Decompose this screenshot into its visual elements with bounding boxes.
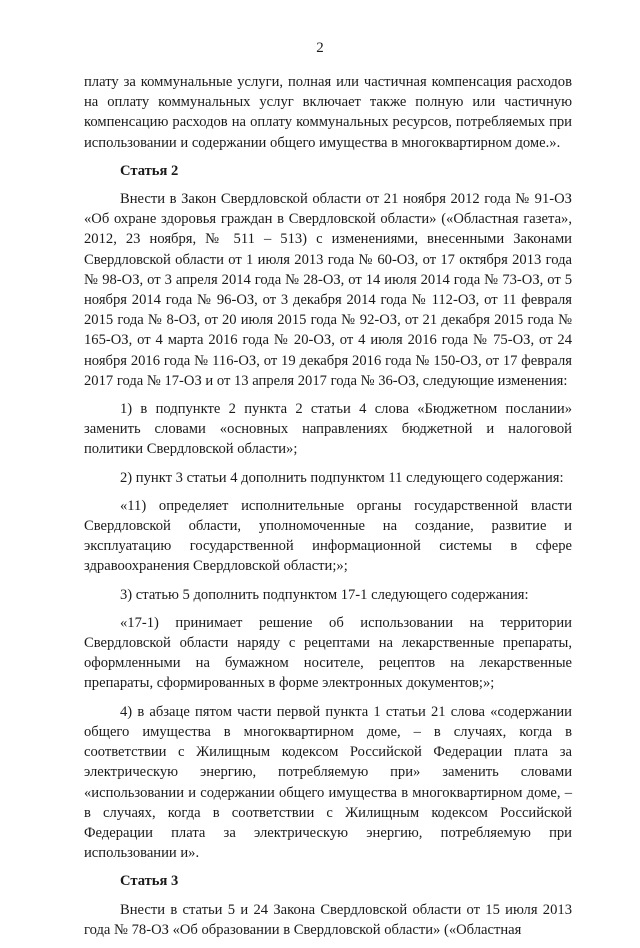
article-2-heading: Статья 2 (120, 162, 179, 179)
article-2-item-2-quote: «11) определяет исполнительные органы государственной власти Свердловской области, уполномоченные на создание, развитие и эксплуатацию государственной информационной системы в сфере здравоохранения Свердловской области;»; (84, 497, 572, 575)
article-2-item-4: 4) в абзаце пятом части первой пункта 1 статьи 21 слова «содержании общего имущества в многоквартирном доме, – в случаях, когда в соответствии с Жилищным кодексом Российской Федерации плата за электрическую энергию, потребляемую при» заменить словами «использовании и содержании общего имущества в многоквартирном доме, – в случаях, когда в соответствии с Жилищным кодексом Российской Федерации плата за электрическую энергию, потребляемую при использовании и». (84, 703, 572, 862)
article-2-item-1: 1) в подпункте 2 пункта 2 статьи 4 слова «Бюджетном послании» заменить словами «основных направлениях бюджетной и налоговой политики Свердловской области»; (84, 401, 572, 458)
article-2-intro: Внести в Закон Свердловской области от 21 ноября 2012 года № 91-ОЗ «Об охране здоровья граждан в Свердловской области» («Областная газета», 2012, 23 ноября, № 511 – 513) с изменениями, внесенными Законами Свердловской области от 1 июля 2013 года № 60-ОЗ, от 17 октября 2013 года № 98-ОЗ, от 3 апреля 2014 года № 28-ОЗ, от 14 июля 2014 года № 73-ОЗ, от 5 ноября 2014 года № 96-ОЗ, от 3 декабря 2014 года № 112-ОЗ, от 11 февраля 2015 года № 8-ОЗ, от 20 июля 2015 года № 92-ОЗ, от 21 декабря 2015 года № 165-ОЗ, от 4 марта 2016 года № 20-ОЗ, от 4 июля 2016 года № 75-ОЗ, от 24 ноября 2016 года № 116-ОЗ, от 19 декабря 2016 года № 150-ОЗ, от 17 февраля 2017 года № 17-ОЗ и от 13 апреля 2017 года № 36-ОЗ, следующие изменения: (84, 191, 572, 389)
continuation-paragraph: плату за коммунальные услуги, полная или частичная компенсация расходов на оплату коммунальных услуг включает также полную или частичную компенсацию расходов на оплату коммунальных ресурсов, потребляемых при использовании и содержании общего имущества в многоквартирном доме.». (84, 74, 572, 151)
page-number: 2 (316, 40, 324, 56)
document-body (84, 72, 572, 948)
article-2-item-3-quote: «17-1) принимает решение об использовании на территории Свердловской области наряду с рецептами на лекарственные препараты, оформленными на бумажном носителе, рецептов на лекарственные препараты, сформированных в форме электронных документов;»; (84, 614, 572, 692)
article-2-item-3: 3) статью 5 дополнить подпунктом 17-1 следующего содержания: (120, 586, 529, 603)
article-2-item-2: 2) пункт 3 статьи 4 дополнить подпунктом 11 следующего содержания: (120, 469, 564, 486)
article-3-intro: Внести в статьи 5 и 24 Закона Свердловской области от 15 июля 2013 года № 78-ОЗ «Об образовании в Свердловской области» («Областная (84, 901, 572, 938)
article-3-heading: Статья 3 (120, 873, 179, 890)
